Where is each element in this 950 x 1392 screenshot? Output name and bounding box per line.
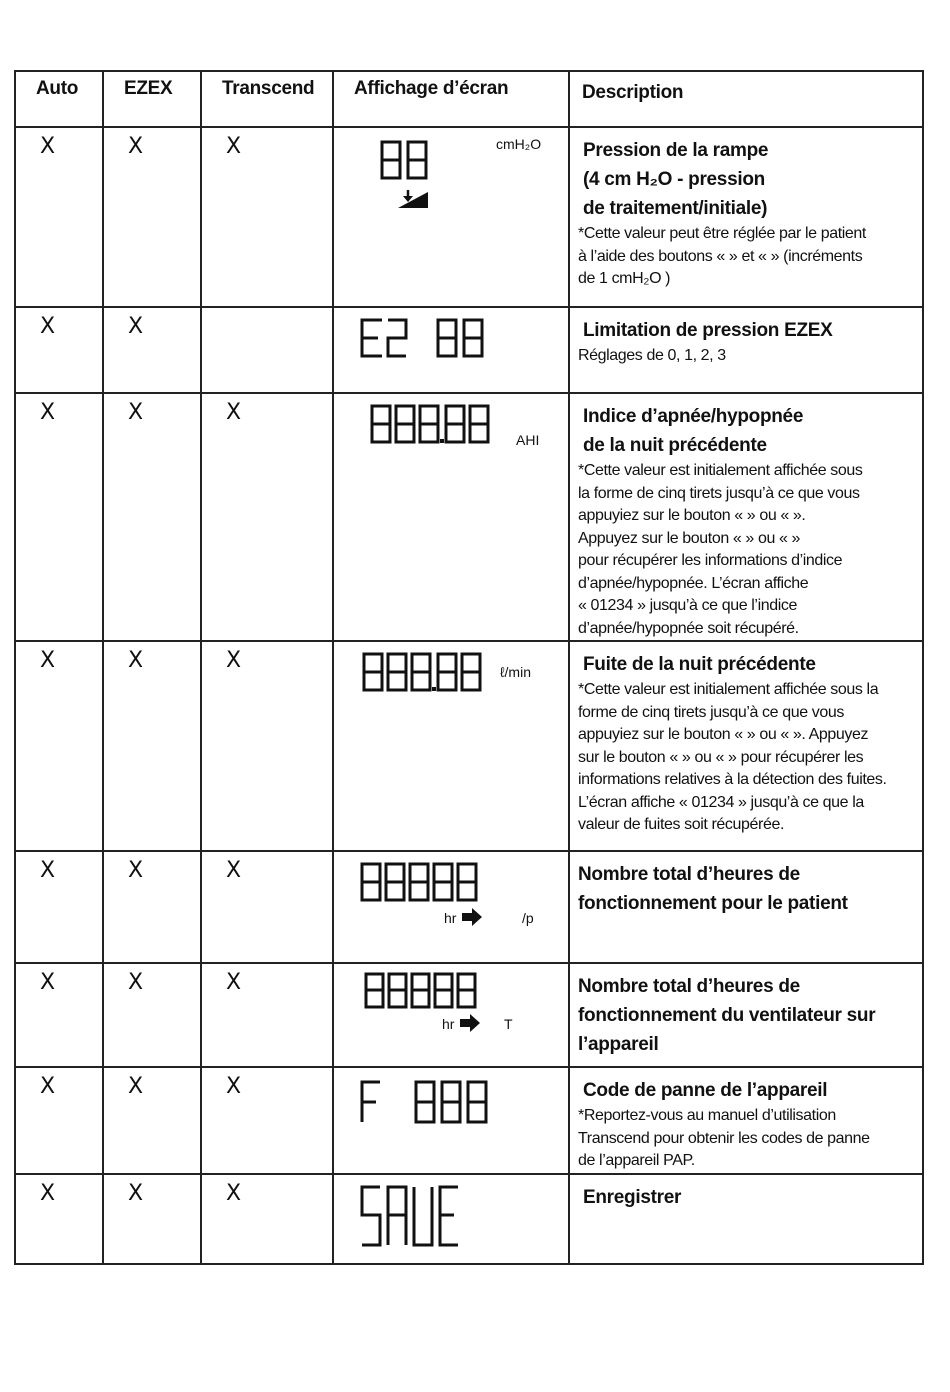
display-cell bbox=[333, 851, 569, 963]
title-line: de la nuit précédente bbox=[583, 435, 767, 456]
lcd-fault-code-display bbox=[358, 1078, 498, 1128]
title-line: fonctionnement du ventilateur sur bbox=[578, 1005, 876, 1026]
note-line: « 01234 » jusqu’à ce que l’indice bbox=[578, 597, 797, 614]
note-line: valeur de fuites soit récupérée. bbox=[578, 816, 784, 833]
ezex-mark: X bbox=[103, 393, 201, 641]
unit-label: cmH₂O bbox=[496, 136, 542, 152]
ezex-mark: X bbox=[103, 963, 201, 1067]
description-note bbox=[578, 460, 916, 640]
description-cell bbox=[569, 307, 923, 393]
note-line: informations relatives à la détection des fuites. bbox=[578, 771, 887, 788]
lcd-ahi-display bbox=[368, 402, 496, 448]
note-line: appuyiez sur le bouton « » ou « ». bbox=[578, 507, 806, 524]
table-row bbox=[15, 307, 923, 393]
note-line: de l’appareil PAP. bbox=[578, 1152, 695, 1169]
description-title bbox=[578, 972, 916, 1059]
description-title bbox=[578, 136, 916, 223]
description-title bbox=[578, 1183, 916, 1212]
auto-mark: X bbox=[15, 851, 103, 963]
title-line: Pression de la rampe bbox=[583, 140, 769, 161]
table-row bbox=[15, 641, 923, 851]
transcend-mark: X bbox=[201, 393, 333, 641]
auto-mark: X bbox=[15, 1067, 103, 1174]
auto-mark: X bbox=[15, 963, 103, 1067]
description-note bbox=[578, 1105, 916, 1173]
note-line: *Cette valeur est initialement affichée sous bbox=[578, 462, 863, 479]
ezex-mark: X bbox=[103, 127, 201, 307]
title-line: fonctionnement pour le patient bbox=[578, 893, 848, 914]
note-line: appuyiez sur le bouton « » ou « ». Appuyez bbox=[578, 726, 869, 743]
lcd-device-hours-display bbox=[362, 970, 482, 1012]
header-display: Affichage d’écran bbox=[333, 71, 569, 127]
transcend-mark: X bbox=[201, 1067, 333, 1174]
note-line: la forme de cinq tirets jusqu’à ce que vous bbox=[578, 484, 860, 502]
transcend-mark: X bbox=[201, 641, 333, 851]
description-note bbox=[578, 679, 916, 837]
ezex-mark: X bbox=[103, 641, 201, 851]
ezex-mark: X bbox=[103, 1174, 201, 1264]
description-title bbox=[578, 402, 916, 460]
note-line: d’apnée/hypopnée soit récupéré. bbox=[578, 619, 799, 637]
transcend-mark: X bbox=[201, 1174, 333, 1264]
table-row bbox=[15, 127, 923, 307]
ezex-mark: X bbox=[103, 307, 201, 393]
display-cell bbox=[333, 1067, 569, 1174]
title-line: Enregistrer bbox=[583, 1186, 682, 1208]
table-row bbox=[15, 963, 923, 1067]
title-line: Code de panne de l’appareil bbox=[583, 1080, 828, 1101]
note-line: Appuyez sur le bouton « » ou « » bbox=[578, 529, 801, 547]
title-line: l’appareil bbox=[578, 1034, 659, 1055]
table-row bbox=[15, 851, 923, 963]
header-description: Description bbox=[569, 71, 923, 127]
ramp-icon bbox=[398, 190, 428, 208]
hours-label: hr bbox=[444, 910, 457, 926]
header-ezex: EZEX bbox=[103, 71, 201, 127]
table-row bbox=[15, 1067, 923, 1174]
auto-mark: X bbox=[15, 307, 103, 393]
description-title bbox=[578, 1076, 916, 1105]
lcd-leak-display bbox=[360, 650, 488, 696]
display-cell bbox=[333, 127, 569, 307]
lcd-save-display bbox=[358, 1183, 468, 1249]
transcend-mark: X bbox=[201, 851, 333, 963]
description-title bbox=[578, 860, 916, 918]
display-cell bbox=[333, 307, 569, 393]
description-note bbox=[578, 345, 916, 368]
description-title bbox=[578, 316, 916, 345]
transcend-mark: X bbox=[201, 963, 333, 1067]
transcend-mark bbox=[201, 307, 333, 393]
title-line: Nombre total d’heures de bbox=[578, 864, 800, 885]
description-note bbox=[578, 223, 916, 291]
note-line: Réglages de 0, 1, 2, 3 bbox=[578, 347, 726, 364]
title-line: (4 cm H₂O - pression bbox=[583, 169, 765, 190]
arrow-right-icon bbox=[462, 908, 482, 926]
transcend-mark: X bbox=[201, 127, 333, 307]
note-line: Transcend pour obtenir les codes de panne bbox=[578, 1129, 870, 1147]
description-cell bbox=[569, 393, 923, 641]
note-line: forme de cinq tirets jusqu’à ce que vous bbox=[578, 703, 844, 721]
note-line: L’écran affiche « 01234 » jusqu’à ce que la bbox=[578, 793, 864, 811]
device-label: T bbox=[504, 1016, 513, 1032]
note-line: à l’aide des boutons « » et « » (incréments bbox=[578, 247, 863, 265]
header-transcend: Transcend bbox=[201, 71, 333, 127]
display-cell bbox=[333, 1174, 569, 1264]
lcd-ezex-display bbox=[358, 316, 488, 362]
table-row bbox=[15, 393, 923, 641]
unit-label: AHI bbox=[516, 432, 540, 448]
description-cell bbox=[569, 1067, 923, 1174]
patient-label: /p bbox=[522, 910, 534, 926]
display-cell bbox=[333, 963, 569, 1067]
display-cell bbox=[333, 393, 569, 641]
ezex-mark: X bbox=[103, 851, 201, 963]
note-line: sur le bouton « » ou « » pour récupérer les bbox=[578, 748, 864, 766]
description-cell bbox=[569, 1174, 923, 1264]
ezex-mark: X bbox=[103, 1067, 201, 1174]
header-row bbox=[15, 71, 923, 127]
auto-mark: X bbox=[15, 393, 103, 641]
note-line: *Cette valeur peut être réglée par le patient bbox=[578, 225, 866, 242]
auto-mark: X bbox=[15, 641, 103, 851]
table-row bbox=[15, 1174, 923, 1264]
title-line: Nombre total d’heures de bbox=[578, 976, 800, 997]
auto-mark: X bbox=[15, 1174, 103, 1264]
note-line: *Reportez-vous au manuel d’utilisation bbox=[578, 1107, 836, 1124]
title-line: Limitation de pression EZEX bbox=[583, 320, 833, 341]
title-line: Indice d’apnée/hypopnée bbox=[583, 406, 804, 427]
note-line: *Cette valeur est initialement affichée sous la bbox=[578, 681, 879, 698]
title-line: Fuite de la nuit précédente bbox=[583, 654, 816, 675]
note-line: d’apnée/hypopnée. L’écran affiche bbox=[578, 574, 809, 592]
title-line: de traitement/initiale) bbox=[583, 198, 768, 219]
note-line: de 1 cmH₂O ) bbox=[578, 270, 671, 287]
header-auto: Auto bbox=[15, 71, 103, 127]
description-cell bbox=[569, 851, 923, 963]
arrow-right-icon bbox=[460, 1014, 480, 1032]
description-cell bbox=[569, 641, 923, 851]
display-table bbox=[14, 70, 924, 1265]
unit-label: ℓ/min bbox=[500, 664, 531, 680]
display-cell bbox=[333, 641, 569, 851]
auto-mark: X bbox=[15, 127, 103, 307]
description-cell bbox=[569, 127, 923, 307]
lcd-ramp-display bbox=[378, 138, 458, 210]
lcd-patient-hours-display bbox=[358, 860, 486, 906]
note-line: pour récupérer les informations d’indice bbox=[578, 552, 843, 569]
description-cell bbox=[569, 963, 923, 1067]
description-title bbox=[578, 650, 916, 679]
hours-label: hr bbox=[442, 1016, 455, 1032]
